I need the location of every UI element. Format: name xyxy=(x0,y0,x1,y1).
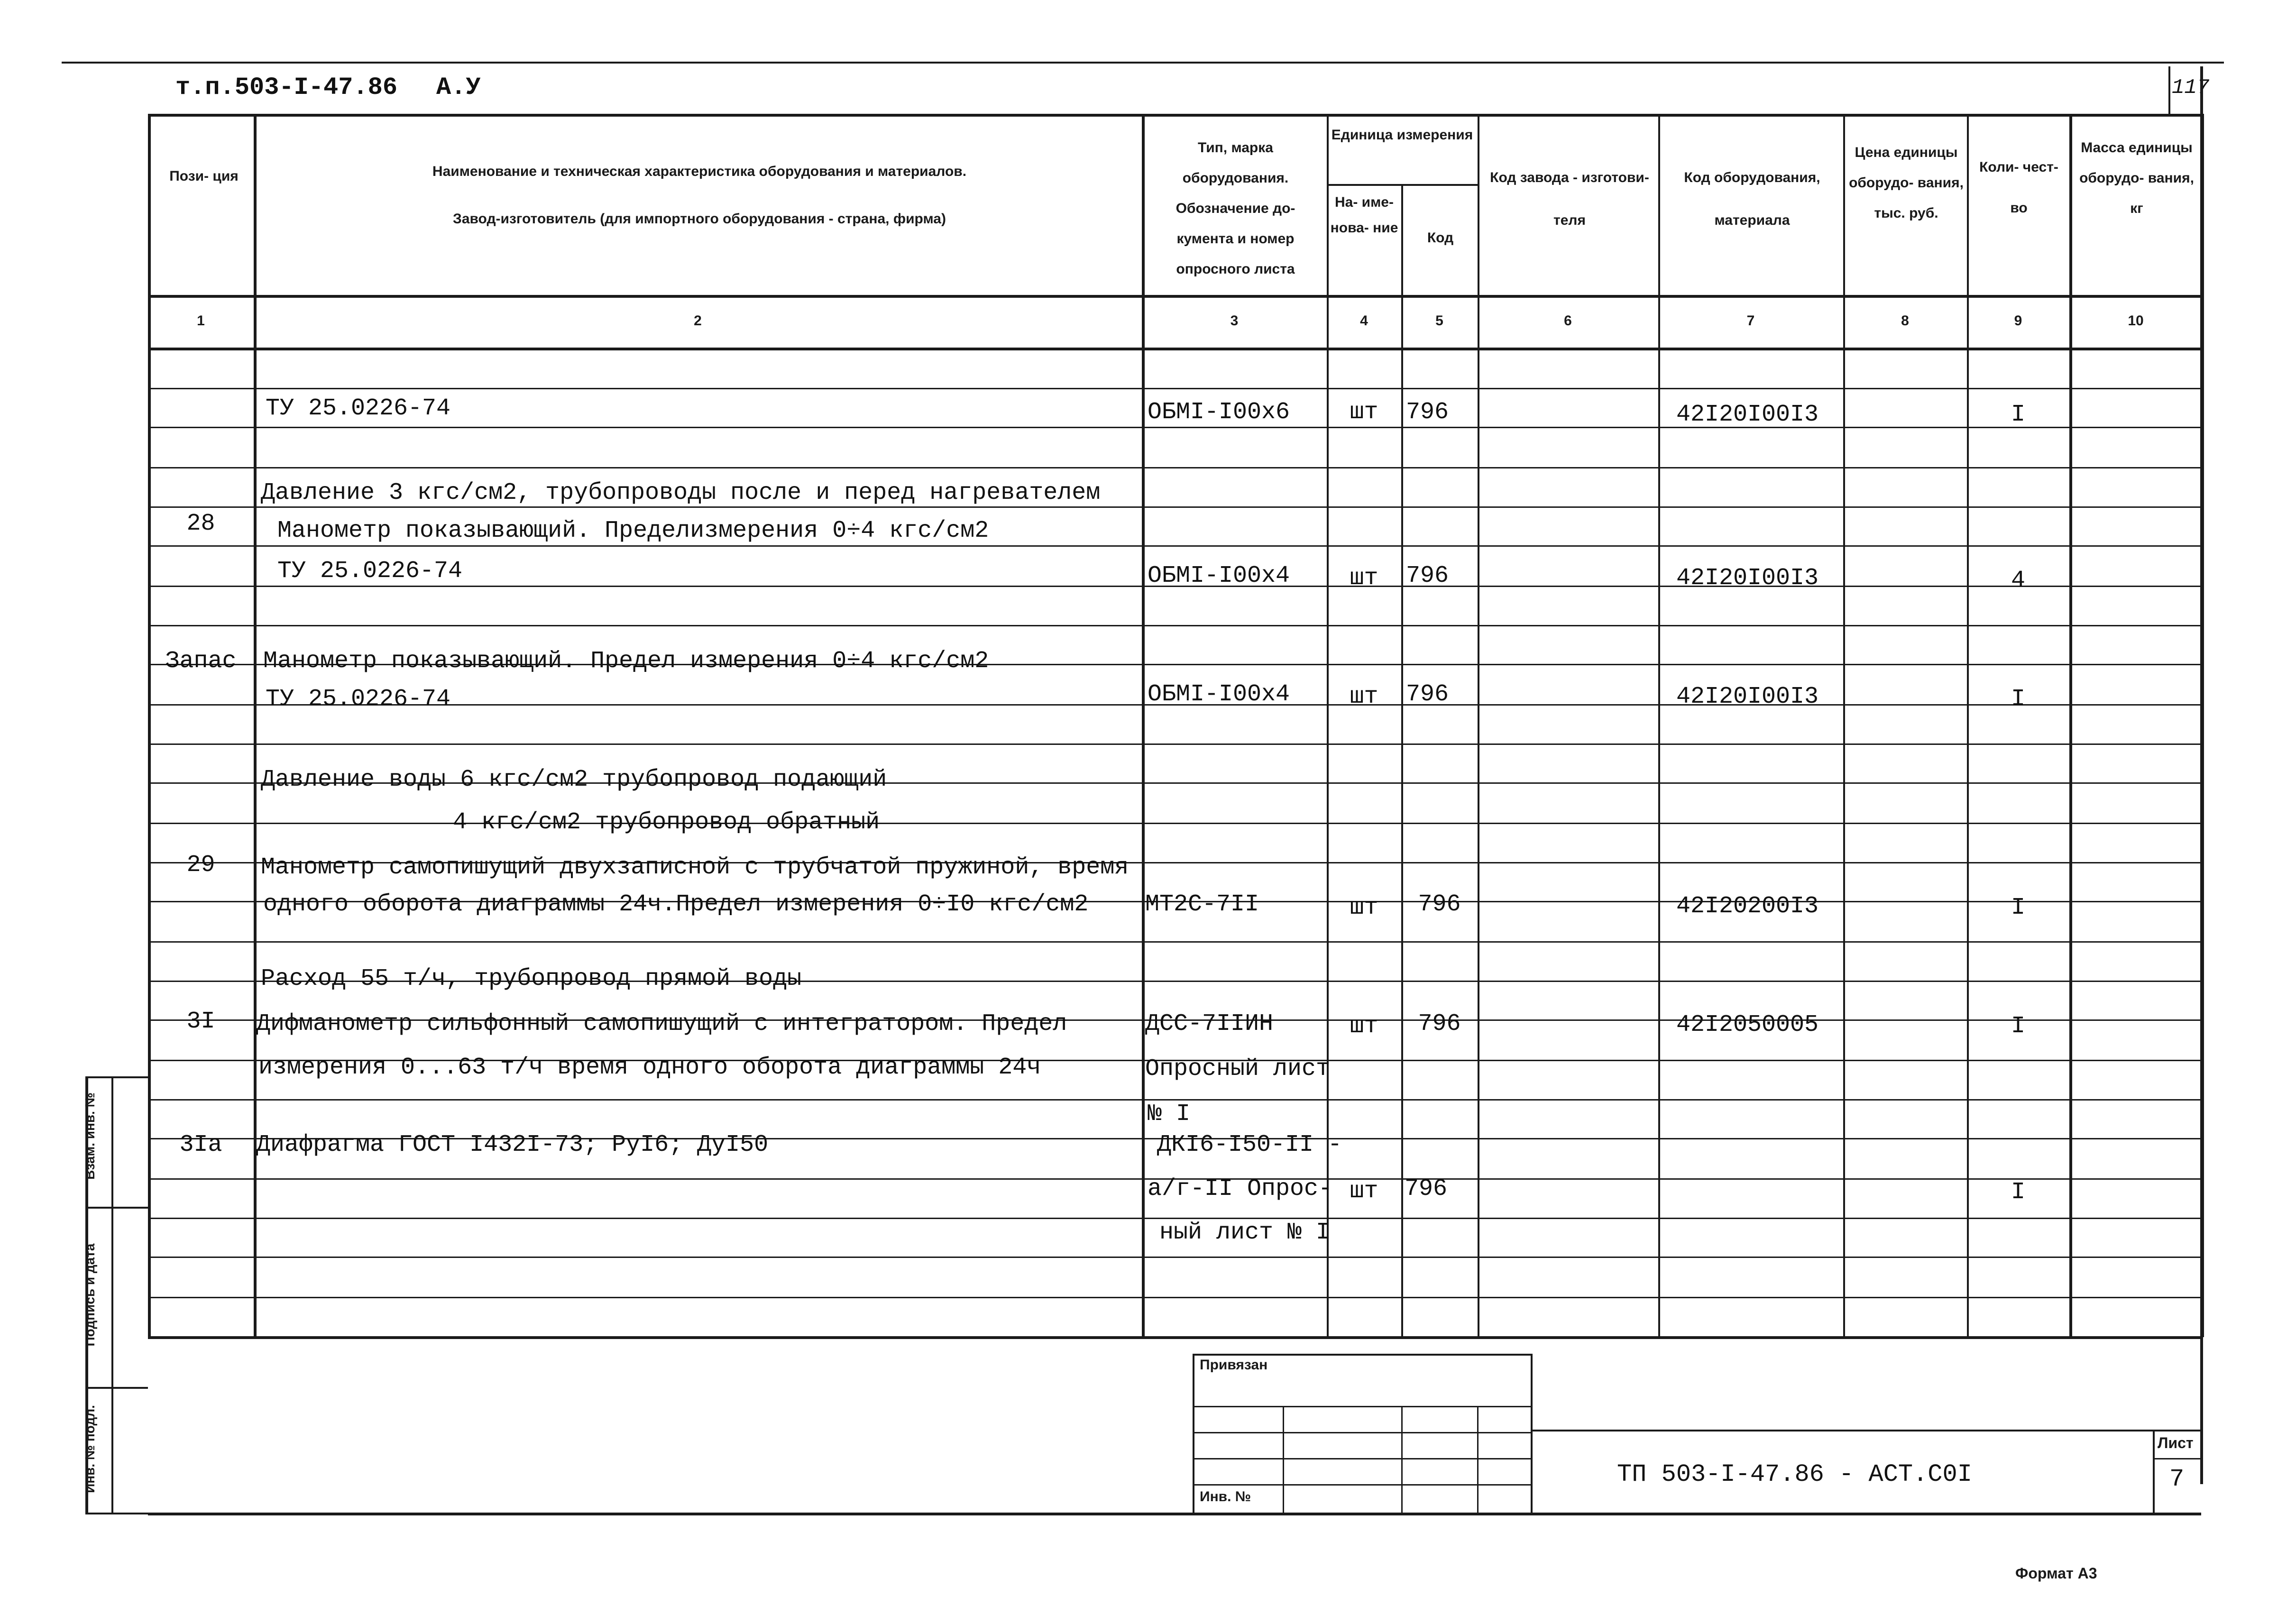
row-0-unit: шт xyxy=(1350,399,1378,426)
col-number-4: 4 xyxy=(1360,313,1368,329)
header-quantity: Коли- чест- во xyxy=(1979,159,2058,216)
format-label: Формат А3 xyxy=(2015,1565,2097,1582)
col-number-6: 6 xyxy=(1564,313,1572,329)
row-12-type: Опросный лист xyxy=(1145,1055,1331,1083)
header-name-line2: Завод-изготовитель (для импортного оборудования - страна, фирма) xyxy=(453,211,946,227)
row-9-unit: шт xyxy=(1350,894,1378,921)
row-6-name: Давление воды 6 кгс/см2 трубопровод подающий xyxy=(261,766,887,793)
row-7-name: 4 кгс/см2 трубопровод обратный xyxy=(453,809,880,836)
col-number-2: 2 xyxy=(694,313,702,329)
row-10-name: Расход 55 т/ч, трубопровод прямой воды xyxy=(261,965,802,992)
row-0-equipment-code: 42I20I00I3 xyxy=(1676,401,1819,428)
row-3-equipment-code: 42I20I00I3 xyxy=(1676,565,1819,592)
sheet-label: Лист xyxy=(2158,1434,2194,1451)
side-label-replacement-inventory: Взам. инв. № xyxy=(83,1092,97,1180)
stamp-inventory-label: Инв. № xyxy=(1200,1489,1251,1505)
row-2-position: 28 xyxy=(186,510,215,537)
row-15-quantity: I xyxy=(2011,1179,2025,1206)
header-position: Пози- ция xyxy=(169,168,239,184)
sheet-number: 7 xyxy=(2169,1465,2185,1493)
row-5-equipment-code: 42I20I00I3 xyxy=(1676,683,1819,710)
row-11-code: 796 xyxy=(1418,1010,1461,1037)
row-3-unit: шт xyxy=(1350,565,1378,592)
row-0-quantity: I xyxy=(2011,401,2025,428)
header-unit-code: Код xyxy=(1427,230,1454,246)
row-13-type: № I xyxy=(1148,1101,1191,1128)
col-number-5: 5 xyxy=(1435,313,1443,329)
col-number-10: 10 xyxy=(2128,313,2144,329)
document-code: ТП 503-I-47.86 - АСТ.С0I xyxy=(1617,1460,1972,1488)
row-5-unit: шт xyxy=(1350,683,1378,710)
row-14-type: ДКI6-I50-II - xyxy=(1157,1131,1342,1158)
header-factory-code: Код завода - изготови- теля xyxy=(1490,170,1649,228)
header-equipment-code: Код оборудования, материала xyxy=(1684,170,1820,228)
row-9-quantity: I xyxy=(2011,894,2025,921)
row-11-type: ДСС-7IIИН xyxy=(1145,1010,1274,1037)
row-5-name: ТУ 25.0226-74 xyxy=(266,686,451,713)
row-5-quantity: I xyxy=(2011,686,2025,713)
row-12-name: измерения 0...63 т/ч время одного оборота диаграммы 24ч xyxy=(258,1054,1041,1081)
row-11-quantity: I xyxy=(2011,1013,2025,1040)
row-11-position: 3I xyxy=(186,1008,215,1035)
header-unit-name: На- име- нова- ние xyxy=(1330,194,1398,236)
row-1-name: Давление 3 кгс/см2, трубопроводы после и перед нагревателем xyxy=(261,479,1101,506)
row-14-position: 3Iа xyxy=(179,1131,222,1158)
row-15-type: а/г-II Опрос- xyxy=(1148,1175,1333,1202)
row-14-name: Диафрагма ГОСТ I432I-73; РуI6; ДуI50 xyxy=(256,1131,769,1158)
stamp-privyazan-label: Привязан xyxy=(1200,1357,1268,1373)
header-price: Цена единицы оборудо- вания, тыс. руб. xyxy=(1849,145,1964,221)
col-number-9: 9 xyxy=(2014,313,2022,329)
row-11-equipment-code: 42I2050005 xyxy=(1676,1011,1819,1038)
row-9-code: 796 xyxy=(1418,891,1461,918)
row-15-unit: шт xyxy=(1350,1178,1378,1205)
row-11-name: Дифманометр сильфонный самопишущий с интегратором. Предел xyxy=(256,1010,1067,1037)
col-number-1: 1 xyxy=(197,313,205,329)
row-2-name: Манометр показывающий. Пределизмерения 0÷4 кгс/см2 xyxy=(277,517,989,544)
header-type: Тип, марка оборудования. Обозначение до- кумента и номер опросного листа xyxy=(1176,140,1295,277)
row-5-type: ОБМI-I00х4 xyxy=(1148,681,1290,708)
row-9-type: МТ2С-7II xyxy=(1145,891,1259,918)
row-8-name: Манометр самопишущий двухзаписной с трубчатой пружиной, время xyxy=(261,854,1129,881)
row-0-name: ТУ 25.0226-74 xyxy=(266,395,451,422)
side-label-signature-date: Подпись и дата xyxy=(83,1243,97,1347)
row-3-quantity: 4 xyxy=(2011,567,2025,594)
col-number-8: 8 xyxy=(1901,313,1909,329)
header-unit: Единица измерения xyxy=(1331,127,1473,143)
row-15-code: 796 xyxy=(1405,1175,1448,1202)
row-3-type: ОБМI-I00х4 xyxy=(1148,562,1290,589)
row-0-type: ОБМI-I00х6 xyxy=(1148,399,1290,426)
header-mass: Масса единицы оборудо- вания, кг xyxy=(2079,140,2194,216)
row-3-code: 796 xyxy=(1406,562,1449,589)
document-code-top: т.п.503-I-47.86 xyxy=(175,73,398,101)
row-16-type: ный лист № I xyxy=(1159,1219,1331,1246)
row-0-code: 796 xyxy=(1406,399,1449,426)
side-label-original-inventory: Инв. № подл. xyxy=(83,1405,97,1493)
header-name-line1: Наименование и техническая характеристика оборудования и материалов. xyxy=(432,164,967,179)
row-4-position: Запас xyxy=(165,648,237,675)
top-rule xyxy=(62,62,2224,64)
page-number-handwritten: 117 xyxy=(2172,76,2210,100)
row-5-code: 796 xyxy=(1406,681,1449,708)
row-9-equipment-code: 42I20200I3 xyxy=(1676,893,1819,920)
col-number-3: 3 xyxy=(1230,313,1239,329)
row-9-name: одного оборота диаграммы 24ч.Предел измерения 0÷I0 кгс/см2 xyxy=(263,891,1089,918)
row-11-unit: шт xyxy=(1350,1013,1378,1040)
album-label: А.У xyxy=(436,73,481,101)
row-3-name: ТУ 25.0226-74 xyxy=(277,558,463,585)
col-number-7: 7 xyxy=(1746,313,1755,329)
row-8-position: 29 xyxy=(186,852,215,879)
row-4-name: Манометр показывающий. Предел измерения 0÷4 кгс/см2 xyxy=(263,648,989,675)
